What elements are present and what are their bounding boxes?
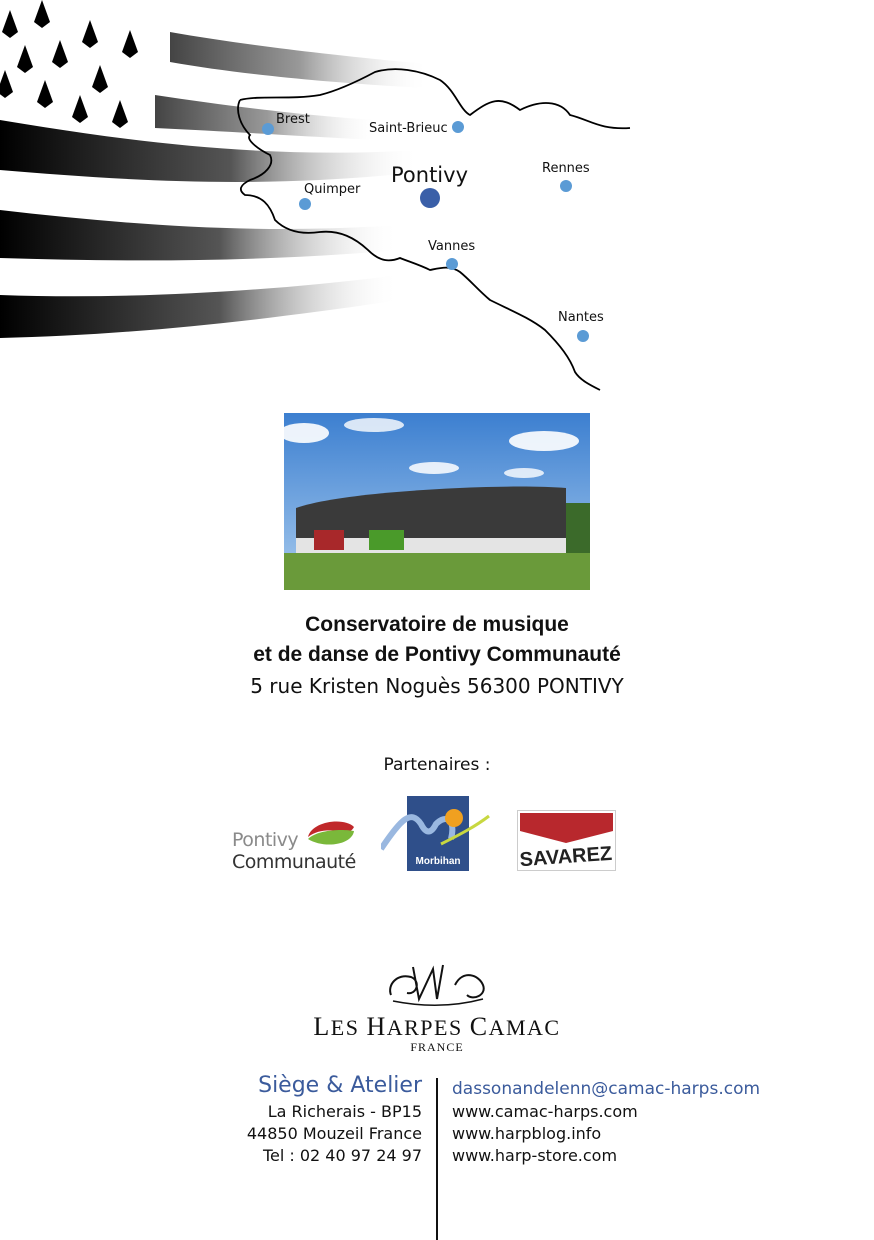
website-link-harp-store[interactable]: www.harp-store.com bbox=[452, 1146, 618, 1165]
hq-address-line2: 44850 Mouzeil France bbox=[246, 1124, 422, 1143]
camac-country: FRANCE bbox=[410, 1040, 464, 1054]
hq-title: Siège & Atelier bbox=[258, 1073, 422, 1098]
website-link-harpblog[interactable]: www.harpblog.info bbox=[452, 1124, 602, 1143]
flag-stripe bbox=[0, 275, 400, 338]
camac-monogram-logo bbox=[383, 955, 491, 1010]
venue-name-line2: et de danse de Pontivy Communauté bbox=[253, 643, 621, 666]
city-label-quimper: Quimper bbox=[304, 182, 361, 197]
conservatoire-building-photo bbox=[284, 413, 590, 590]
city-label-pontivy: Pontivy bbox=[391, 163, 468, 187]
contact-email-link[interactable]: dassonandelenn@camac-harps.com bbox=[452, 1079, 761, 1099]
contact-divider bbox=[436, 1078, 438, 1240]
morbihan-wave-icon bbox=[381, 804, 491, 854]
savarez-logo bbox=[517, 810, 616, 871]
hq-phone: Tel : 02 40 97 24 97 bbox=[262, 1146, 422, 1165]
city-label-nantes: Nantes bbox=[558, 310, 604, 325]
pontivy-logo-line1: Pontivy bbox=[232, 829, 299, 851]
partners-title: Partenaires : bbox=[383, 755, 491, 775]
pontivy-logo-line2: Communauté bbox=[232, 851, 356, 873]
website-link-camac[interactable]: www.camac-harps.com bbox=[452, 1102, 638, 1121]
pontivy-communaute-logo bbox=[232, 815, 357, 875]
hq-address-line1: La Richerais - BP15 bbox=[267, 1102, 422, 1121]
city-label-saint-brieuc: Saint-Brieuc bbox=[369, 121, 448, 136]
brittany-flag-map-graphic bbox=[0, 0, 640, 400]
morbihan-logo bbox=[407, 796, 469, 871]
pontivy-swoosh-icon bbox=[304, 815, 358, 851]
city-label-rennes: Rennes bbox=[542, 161, 590, 176]
venue-address: 5 rue Kristen Noguès 56300 PONTIVY bbox=[250, 674, 624, 698]
city-label-vannes: Vannes bbox=[428, 239, 476, 254]
savarez-chevron-icon bbox=[518, 811, 615, 870]
flag-stripe bbox=[0, 210, 400, 260]
savarez-logo-text: SAVAREZ bbox=[518, 842, 613, 870]
ermine-canton bbox=[0, 0, 138, 128]
flag-stripe bbox=[170, 32, 430, 88]
city-label-brest: Brest bbox=[276, 112, 310, 127]
morbihan-logo-label: Morbihan bbox=[415, 856, 461, 867]
venue-name-line1: Conservatoire de musique bbox=[305, 613, 569, 636]
camac-brand-name: LES HARPES CAMAC bbox=[313, 1012, 561, 1041]
